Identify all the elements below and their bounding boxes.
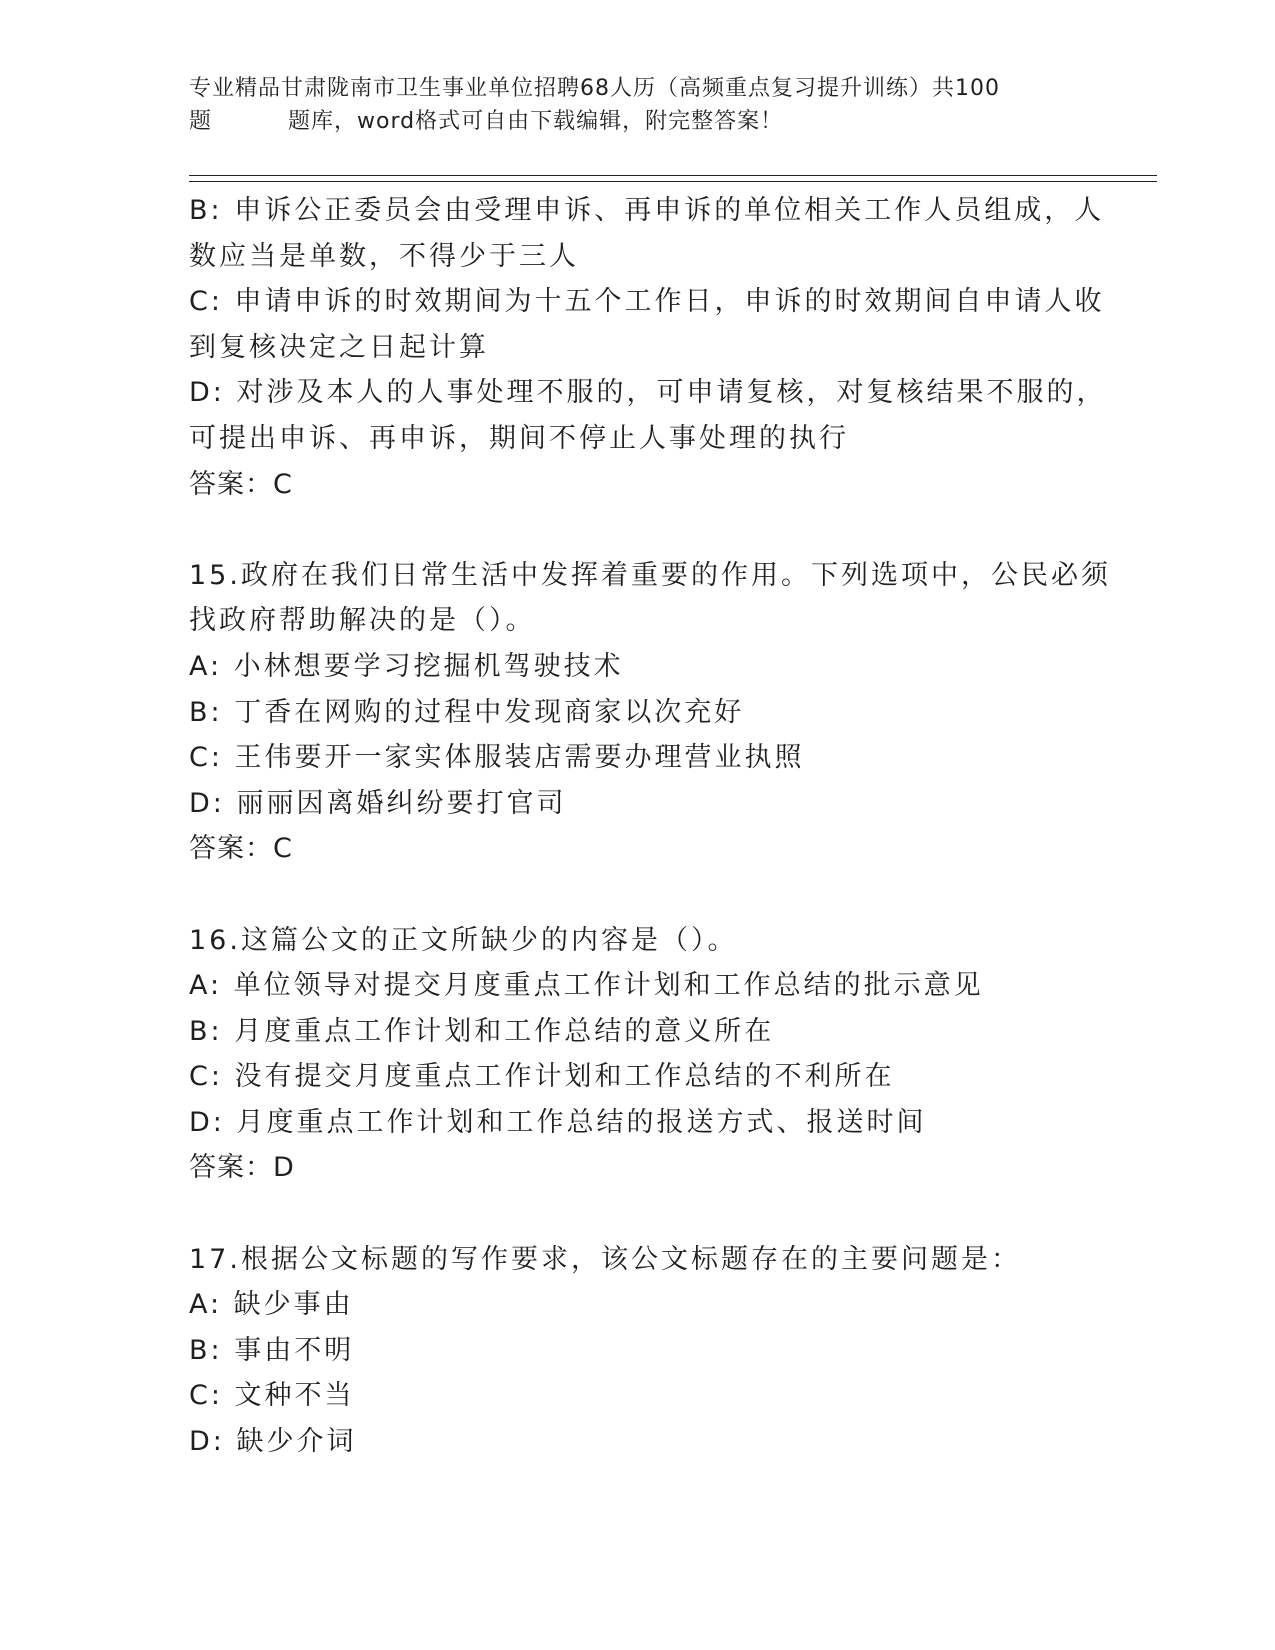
- q15-stem-line-1: 15.政府在我们日常生活中发挥着重要的作用。下列选项中，公民必须: [189, 559, 1111, 591]
- header-divider-bottom: [189, 181, 1157, 182]
- q16-option-a: A: 单位领导对提交月度重点工作计划和工作总结的批示意见: [189, 970, 984, 1002]
- header-title-line-2-start: 题: [189, 109, 213, 134]
- header-title-line-2-end: 题库，word格式可自由下载编辑，附完整答案！: [288, 109, 784, 134]
- q16-option-c: C: 没有提交月度重点工作计划和工作总结的不利所在: [189, 1061, 895, 1093]
- q14-answer: 答案：C: [189, 468, 293, 500]
- q15-stem-line-2: 找政府帮助解决的是（）。: [189, 605, 536, 637]
- q14-option-c-line-2: 到复核决定之日起计算: [189, 331, 489, 363]
- q15-answer: 答案：C: [189, 833, 293, 865]
- q14-option-c-line-1: C: 申请申诉的时效期间为十五个工作日，申诉的时效期间自申请人收: [189, 286, 1105, 318]
- q14-option-d-line-2: 可提出申诉、再申诉，期间不停止人事处理的执行: [189, 422, 849, 454]
- q16-stem: 16.这篇公文的正文所缺少的内容是（）。: [189, 924, 738, 956]
- header-title-line-1: 专业精品甘肃陇南市卫生事业单位招聘68人历（高频重点复习提升训练）共100: [189, 76, 1000, 101]
- q14-option-b-line-1: B: 申诉公正委员会由受理申诉、再申诉的单位相关工作人员组成，人: [189, 195, 1105, 226]
- q15-option-c: C: 王伟要开一家实体服装店需要办理营业执照: [189, 742, 805, 774]
- q16-option-b: B: 月度重点工作计划和工作总结的意义所在: [189, 1015, 775, 1047]
- document-header: [189, 72, 1069, 138]
- q16-option-d: D: 月度重点工作计划和工作总结的报送方式、报送时间: [189, 1106, 927, 1138]
- q17-stem: 17.根据公文标题的写作要求，该公文标题存在的主要问题是：: [189, 1243, 1021, 1275]
- q15-option-b: B: 丁香在网购的过程中发现商家以次充好: [189, 696, 745, 728]
- q15-option-a: A: 小林想要学习挖掘机驾驶技术: [189, 650, 624, 682]
- q15-option-d: D: 丽丽因离婚纠纷要打官司: [189, 787, 567, 819]
- document-body: [189, 188, 1111, 1465]
- q17-option-c: C: 文种不当: [189, 1380, 355, 1412]
- header-title-line-2: [189, 105, 1069, 138]
- header-divider-top: [189, 175, 1157, 176]
- q17-option-b: B: 事由不明: [189, 1334, 355, 1366]
- q17-option-a: A: 缺少事由: [189, 1289, 354, 1321]
- q14-option-b-line-2: 数应当是单数，不得少于三人: [189, 240, 579, 272]
- q14-option-d-line-1: D: 对涉及本人的人事处理不服的，可申请复核，对复核结果不服的，: [189, 377, 1107, 409]
- q16-answer: 答案：D: [189, 1152, 295, 1184]
- q17-option-d: D: 缺少介词: [189, 1426, 357, 1458]
